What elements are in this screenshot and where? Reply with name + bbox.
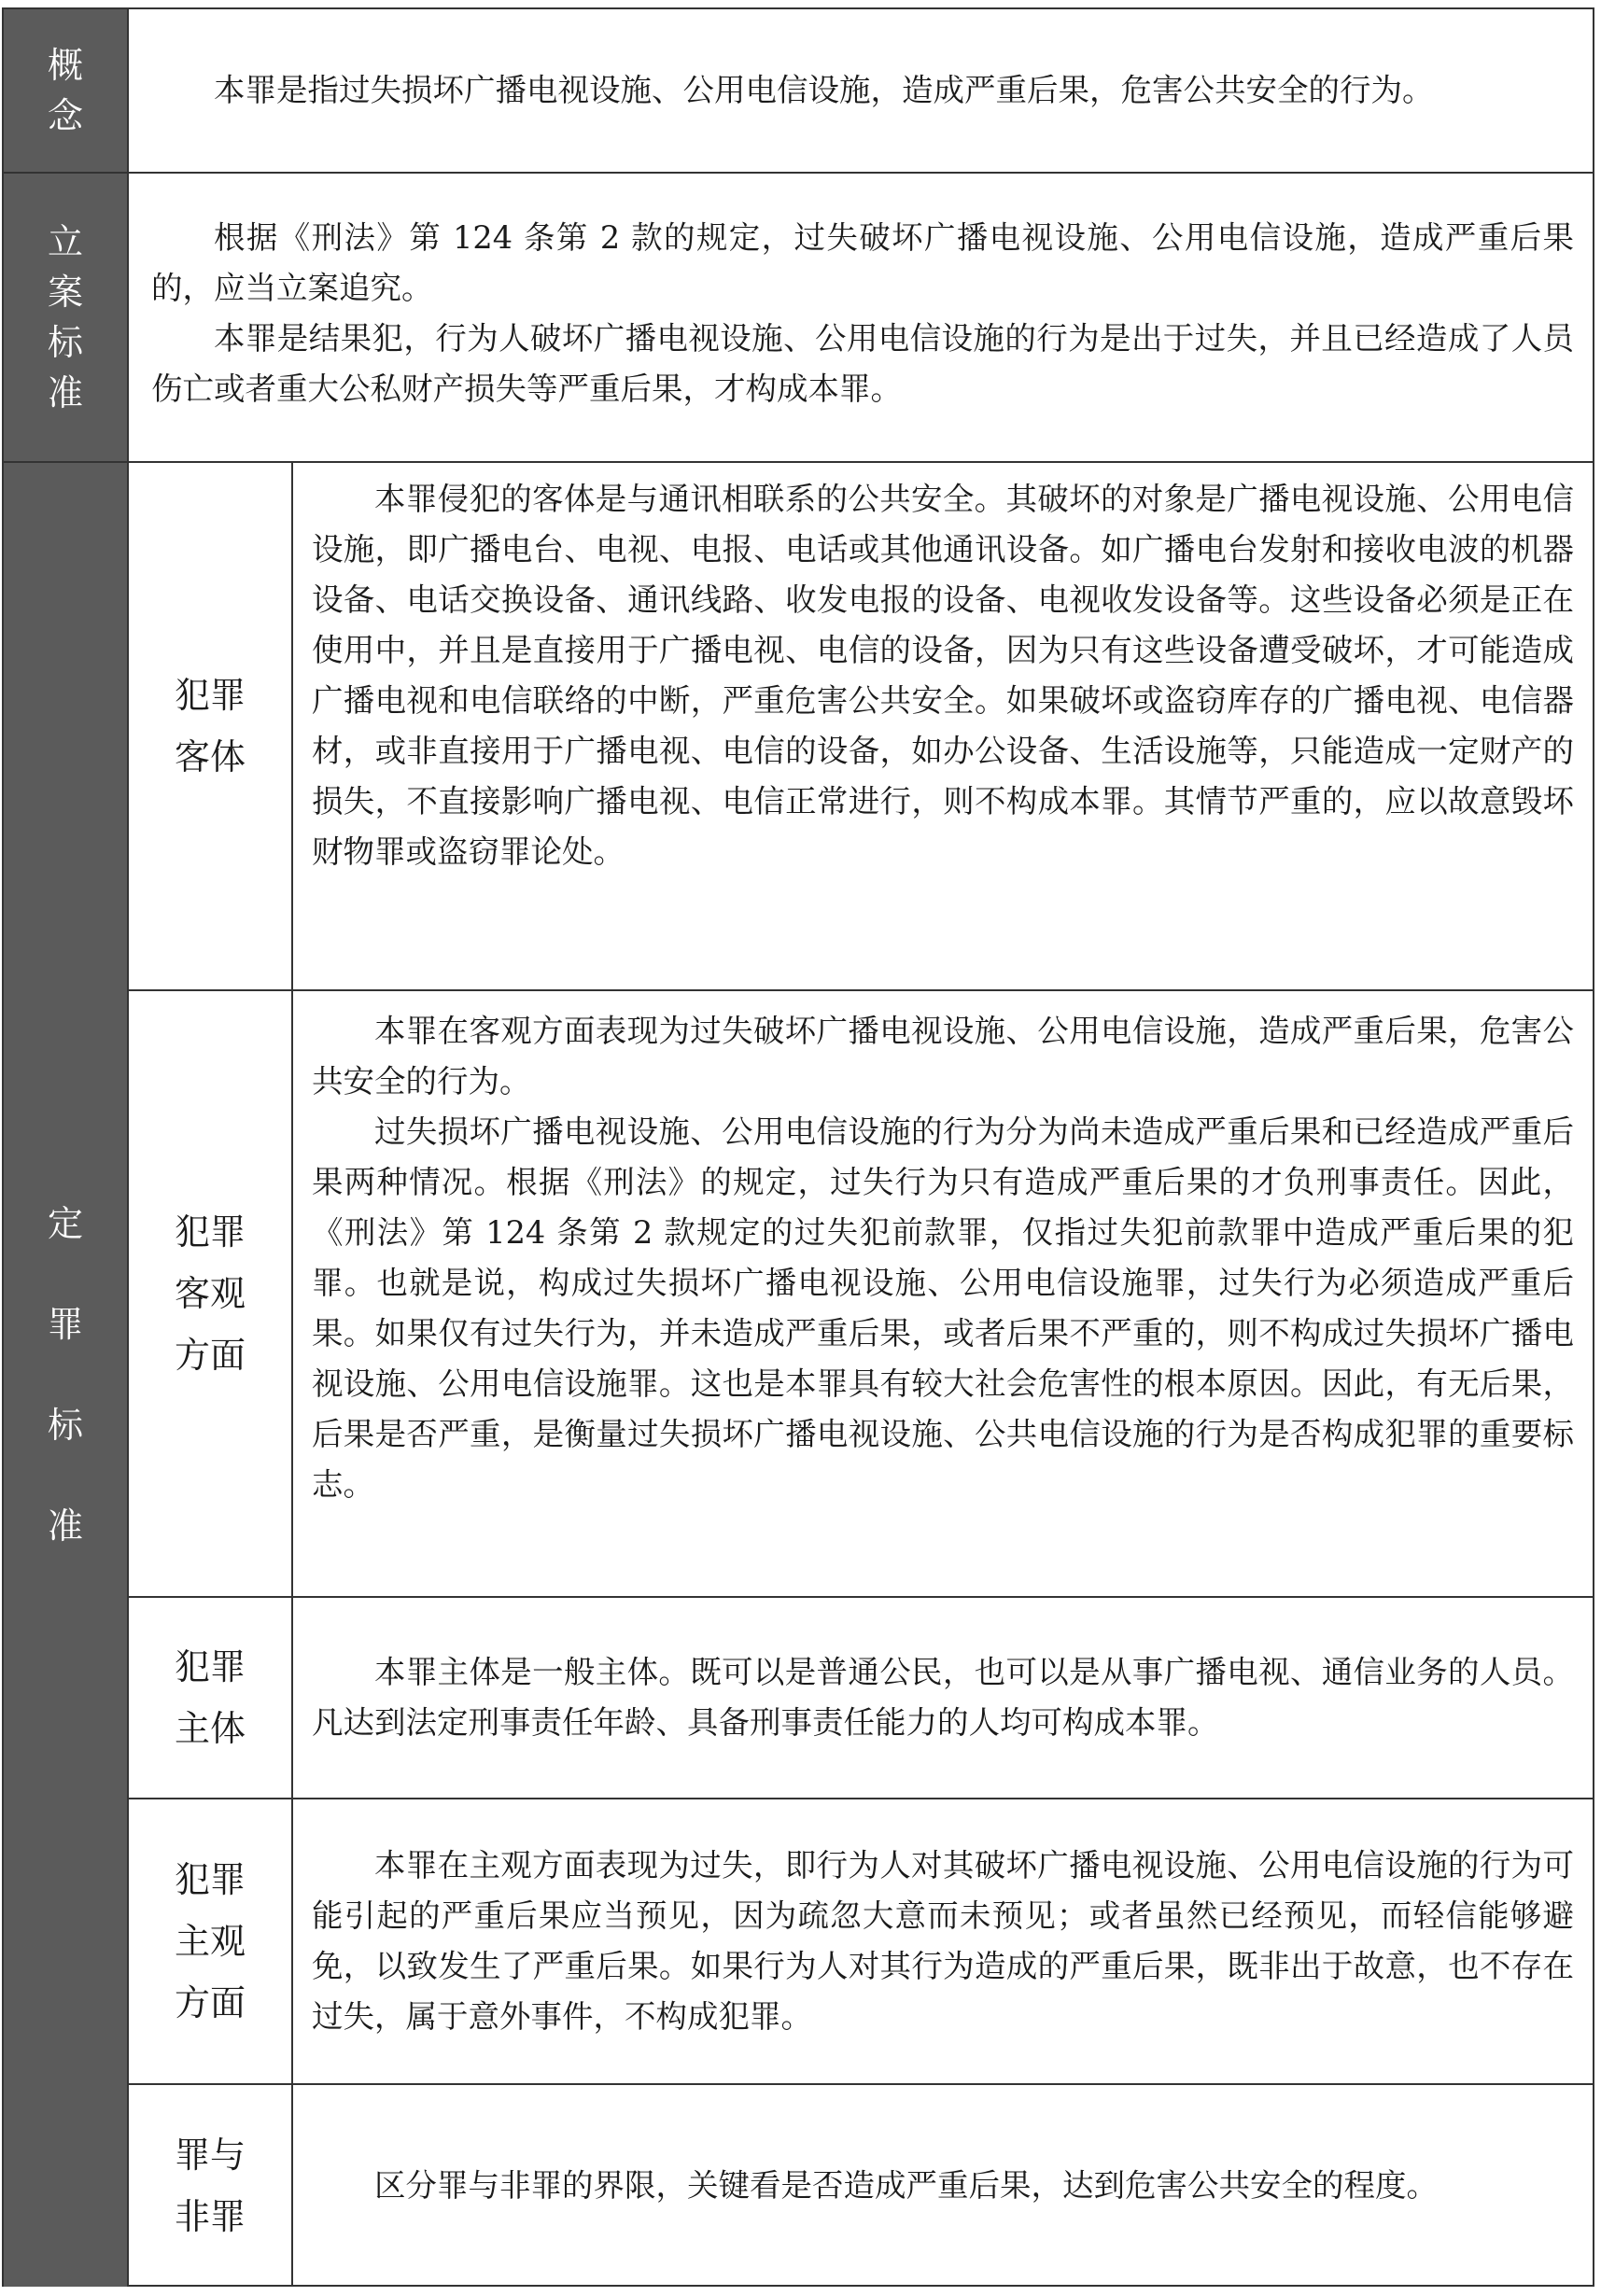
conviction-standard-label-cell — [4, 463, 129, 2287]
filing-standard-label: 立 案 标 准 — [47, 221, 83, 413]
crime-subject-label: 犯罪 主体 — [174, 1646, 246, 1749]
subjective-aspect-content — [293, 1799, 1593, 2083]
crime-subject-row — [129, 1598, 1593, 1799]
objective-aspect-paragraph: 过失损坏广播电视设施、公用电信设施的行为分为尚未造成严重后果和已经造成严重后果两种情况。根据《刑法》的规定，过失行为只有造成严重后果的才负刑事责任。因此，《刑法》第 124 条第 2 款规定的过失犯前款罪，仅指过失犯前款罪中造成严重后果的犯罪。也就是说，构成过失损坏广播电视设施、公用电信设施罪，过失行为必须造成严重后果。如果仅有过失行为，并未造成严重后果，或者后果不严重的，则不构成过失损坏广播电视设施、公用电信设施罪。这也是本罪具有较大社会危害性的根本原因。因此，有无后果，后果是否严重，是衡量过失损坏广播电视设施、公共电信设施的行为是否构成犯罪的重要标志。 — [312, 1113, 1574, 1503]
filing-standard-content — [129, 174, 1593, 461]
subjective-aspect-label-cell — [129, 1799, 293, 2083]
objective-aspect-content — [293, 991, 1593, 1596]
subjective-aspect-label: 犯罪 主观 方面 — [174, 1859, 246, 2023]
concept-label: 概 念 — [47, 45, 83, 136]
filing-standard-row — [4, 174, 1593, 463]
concept-content — [129, 9, 1593, 172]
crime-object-paragraph: 本罪侵犯的客体是与通讯相联系的公共安全。其破坏的对象是广播电视设施、公用电信设施，即广播电台、电视、电报、电话或其他通讯设备。如广播电台发射和接收电波的机器设备、电话交换设备、通讯线路、收发电报的设备、电视收发设备等。这些设备必须是正在使用中，并且是直接用于广播电视、电信的设备，因为只有这些设备遭受破坏，才可能造成广播电视和电信联络的中断，严重危害公共安全。如果破坏或盗窃库存的广播电视、电信器材，或非直接用于广播电视、电信的设备，如办公设备、生活设施等，只能造成一定财产的损失，不直接影响广播电视、电信正常进行，则不构成本罪。其情节严重的，应以故意毁坏财物罪或盗窃罪论处。 — [312, 481, 1574, 870]
concept-text: 本罪是指过失损坏广播电视设施、公用电信设施，造成严重后果，危害公共安全的行为。 — [214, 72, 1434, 108]
conviction-standard-sections — [129, 463, 1593, 2287]
filing-standard-label-cell — [4, 174, 129, 461]
conviction-standard-label: 定 罪 标 准 — [47, 1203, 83, 1547]
crime-object-content — [293, 463, 1593, 989]
legal-standards-table — [2, 7, 1594, 2287]
crime-boundary-label: 罪与 非罪 — [174, 2135, 246, 2237]
objective-aspect-row — [129, 991, 1593, 1598]
crime-subject-content — [293, 1598, 1593, 1798]
filing-standard-paragraph: 本罪是结果犯，行为人破坏广播电视设施、公用电信设施的行为是出于过失，并且已经造成了人员伤亡或者重大公私财产损失等严重后果，才构成本罪。 — [151, 320, 1574, 407]
crime-subject-paragraph: 本罪主体是一般主体。既可以是普通公民，也可以是从事广播电视、通信业务的人员。凡达到法定刑事责任年龄、具备刑事责任能力的人均可构成本罪。 — [312, 1654, 1574, 1741]
crime-boundary-label-cell — [129, 2085, 293, 2287]
crime-boundary-content — [293, 2085, 1593, 2287]
crime-boundary-paragraph: 区分罪与非罪的界限，关键看是否造成严重后果，达到危害公共安全的程度。 — [374, 2167, 1438, 2204]
conviction-standard-row — [4, 463, 1593, 2287]
objective-aspect-label: 犯罪 客观 方面 — [174, 1211, 246, 1376]
crime-object-label: 犯罪 客体 — [174, 675, 246, 777]
crime-object-row — [129, 463, 1593, 991]
filing-standard-paragraph: 根据《刑法》第 124 条第 2 款的规定，过失破坏广播电视设施、公用电信设施，造成严重后果的，应当立案追究。 — [151, 219, 1574, 306]
crime-object-label-cell — [129, 463, 293, 989]
crime-subject-label-cell — [129, 1598, 293, 1798]
concept-label-cell — [4, 9, 129, 172]
subjective-aspect-row — [129, 1799, 1593, 2085]
concept-row — [4, 9, 1593, 174]
subjective-aspect-paragraph: 本罪在主观方面表现为过失，即行为人对其破坏广播电视设施、公用电信设施的行为可能引起的严重后果应当预见，因为疏忽大意而未预见；或者虽然已经预见，而轻信能够避免，以致发生了严重后果。如果行为人对其行为造成的严重后果，既非出于故意，也不存在过失，属于意外事件，不构成犯罪。 — [312, 1847, 1574, 2035]
objective-aspect-label-cell — [129, 991, 293, 1596]
objective-aspect-paragraph: 本罪在客观方面表现为过失破坏广播电视设施、公用电信设施，造成严重后果，危害公共安全的行为。 — [312, 1013, 1574, 1099]
crime-boundary-row — [129, 2085, 1593, 2287]
